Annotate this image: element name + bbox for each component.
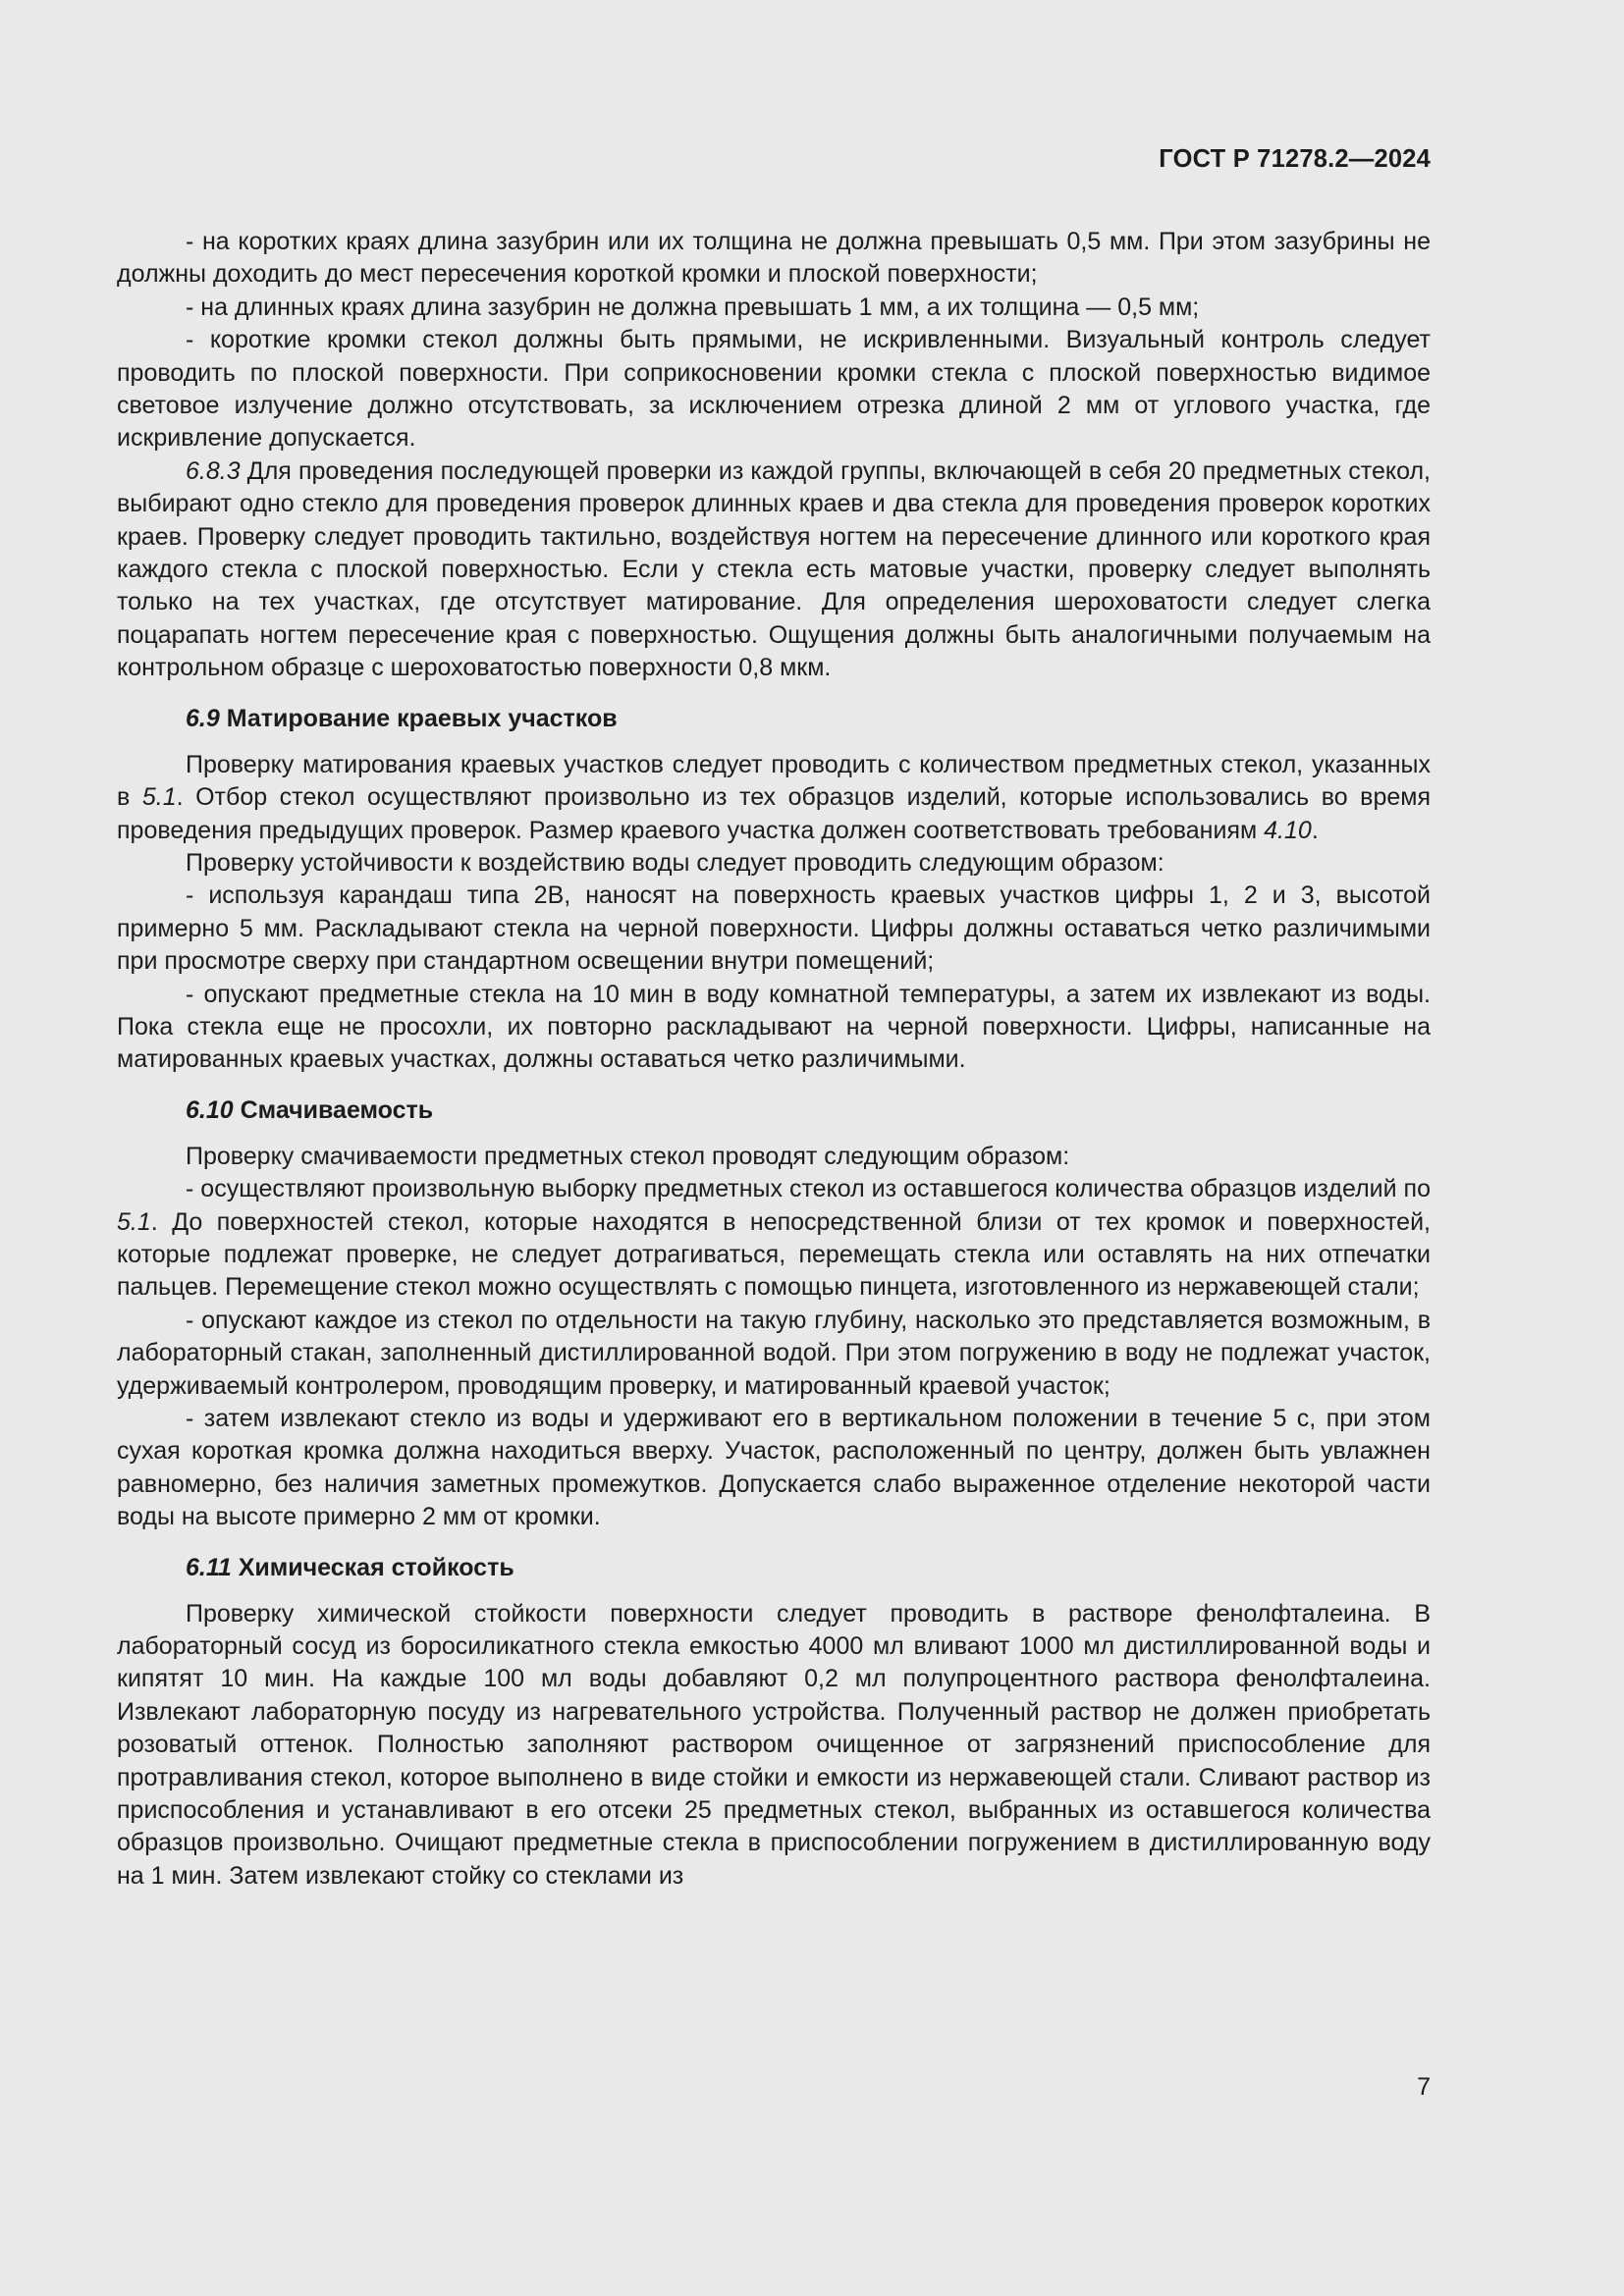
list-item: - опускают предметные стекла на 10 мин в воду комнатной температуры, а затем их извлекают из воды. Пока стекла еще не просохли, их повторно раскладывают на черной поверхности. Цифры, написанные на матированных краевых участках, должны оставаться четко различимыми. <box>117 980 1431 1074</box>
list-item: - используя карандаш типа 2B, наносят на поверхность краевых участков цифры 1, 2 и 3, высотой примерно 5 мм. Раскладывают стекла на черной поверхности. Цифры должны оставаться четко различимыми при просмотре сверху при стандартном освещении внутри помещений; <box>117 881 1431 976</box>
section-heading-6-10 <box>117 1095 1431 1127</box>
section-heading-6-9 <box>117 703 1431 735</box>
list-item: - опускают каждое из стекол по отдельности на такую глубину, насколько это представляется возможным, в лабораторный стакан, заполненный дистиллированной водой. При этом погружению в воду не подлежат участок, удерживаемый контролером, проводящим проверку, и матированный краевой участок; <box>117 1306 1431 1400</box>
section-number: 6.10 <box>186 1095 234 1124</box>
clause-6-8-3 <box>117 455 1431 685</box>
section-title: Матирование краевых участков <box>219 704 618 732</box>
section-title: Химическая стойкость <box>231 1553 514 1581</box>
paragraph: Проверку устойчивости к воздействию воды следует проводить следующим образом: <box>186 848 1164 877</box>
document-id-header: ГОСТ Р 71278.2—2024 <box>1159 145 1431 173</box>
section-title: Смачиваемость <box>233 1095 434 1124</box>
paragraph: Проверку химической стойкости поверхности следует проводить в растворе фенолфталеина. В лабораторный сосуд из боросиликатного стекла емкостью 4000 мл вливают 1000 мл дистиллированной воды и кипятят 10 мин. На каждые 100 мл воды добавляют 0,2 мл полупроцентного раствора фенолфталеина. Извлекают лабораторную посуду из нагревательного устройства. Полученный раствор не должен приобретать розоватый оттенок. Полностью заполняют раствором очищенное от загрязнений приспособление для протравливания стекол, которое выполнено в виде стойки и емкости из нержавеющей стали. Сливают раствор из приспособления и устанавливают в его отсеки 25 предметных стекол, выбранных из оставшегося количества образцов произвольно. Очищают предметные стекла в приспособлении погружением в дистиллированную воду на 1 мин. Затем извлекают стойку со стеклами из <box>117 1599 1431 1890</box>
paragraph: Проверку матирования краевых участков следует проводить с количеством предметных стекол, указанных в 5.1. Отбор стекол осуществляют произвольно из тех образцов изделий, которые использовались во время проведения предыдущих проверок. Размер краевого участка должен соответствовать требованиям 4.10. <box>117 750 1431 844</box>
document-body <box>117 226 1431 1893</box>
list-item: - короткие кромки стекол должны быть прямыми, не искривленными. Визуальный контроль следует проводить по плоской поверхности. При соприкосновении кромки стекла с плоской поверхностью видимое световое излучение должно отсутствовать, за исключением отрезка длиной 2 мм от углового участка, где искривление допускается. <box>117 326 1431 453</box>
section-number: 6.11 <box>186 1553 232 1581</box>
list-item: - затем извлекают стекло из воды и удерживают его в вертикальном положении в течение 5 с, при этом сухая короткая кромка должна находиться вверху. Участок, расположенный по центру, должен быть увлажнен равномерно, без наличия заметных промежутков. Допускается слабо выраженное отделение некоторой части воды на высоте примерно 2 мм от кромки. <box>117 1405 1431 1531</box>
cross-reference: 4.10 <box>1264 816 1312 844</box>
paragraph: Проверку смачиваемости предметных стекол проводят следующим образом: <box>186 1142 1070 1170</box>
list-item: - осуществляют произвольную выборку предметных стекол из оставшегося количества образцов изделий по 5.1. До поверхностей стекол, которые находятся в непосредственной близи от тех кромок и поверхностей, которые подлежат проверке, не следует дотрагиваться, перемещать стекла или оставлять на них отпечатки пальцев. Перемещение стекол можно осуществлять с помощью пинцета, изготовленного из нержавеющей стали; <box>117 1175 1431 1302</box>
clause-text: Для проведения последующей проверки из каждой группы, включающей в себя 20 предметных стекол, выбирают одно стекло для проведения проверок длинных краев и два стекла для проведения проверок коротких краев. Проверку следует проводить тактильно, воздействуя ногтем на пересечение длинного или короткого края каждого стекла с плоской поверхностью. Если у стекла есть матовые участки, проверку следует выполнять только на тех участках, где отсутствует матирование. Для определения шероховатости следует слегка поцарапать ногтем пересечение края с поверхностью. Ощущения должны быть аналогичными получаемым на контрольном образце с шероховатостью поверхности 0,8 мкм. <box>117 456 1431 682</box>
section-heading-6-11 <box>117 1552 1431 1584</box>
list-item: - на длинных краях длина зазубрин не должна превышать 1 мм, а их толщина — 0,5 мм; <box>186 293 1200 321</box>
cross-reference: 5.1 <box>141 783 177 812</box>
page-number: 7 <box>1417 2073 1431 2101</box>
section-number: 6.9 <box>186 704 220 732</box>
list-item: - на коротких краях длина зазубрин или их толщина не должна превышать 0,5 мм. При этом зазубрины не должны доходить до мест пересечения короткой кромки и плоской поверхности; <box>117 228 1431 289</box>
clause-number: 6.8.3 <box>186 456 241 485</box>
cross-reference: 5.1 <box>117 1207 151 1236</box>
